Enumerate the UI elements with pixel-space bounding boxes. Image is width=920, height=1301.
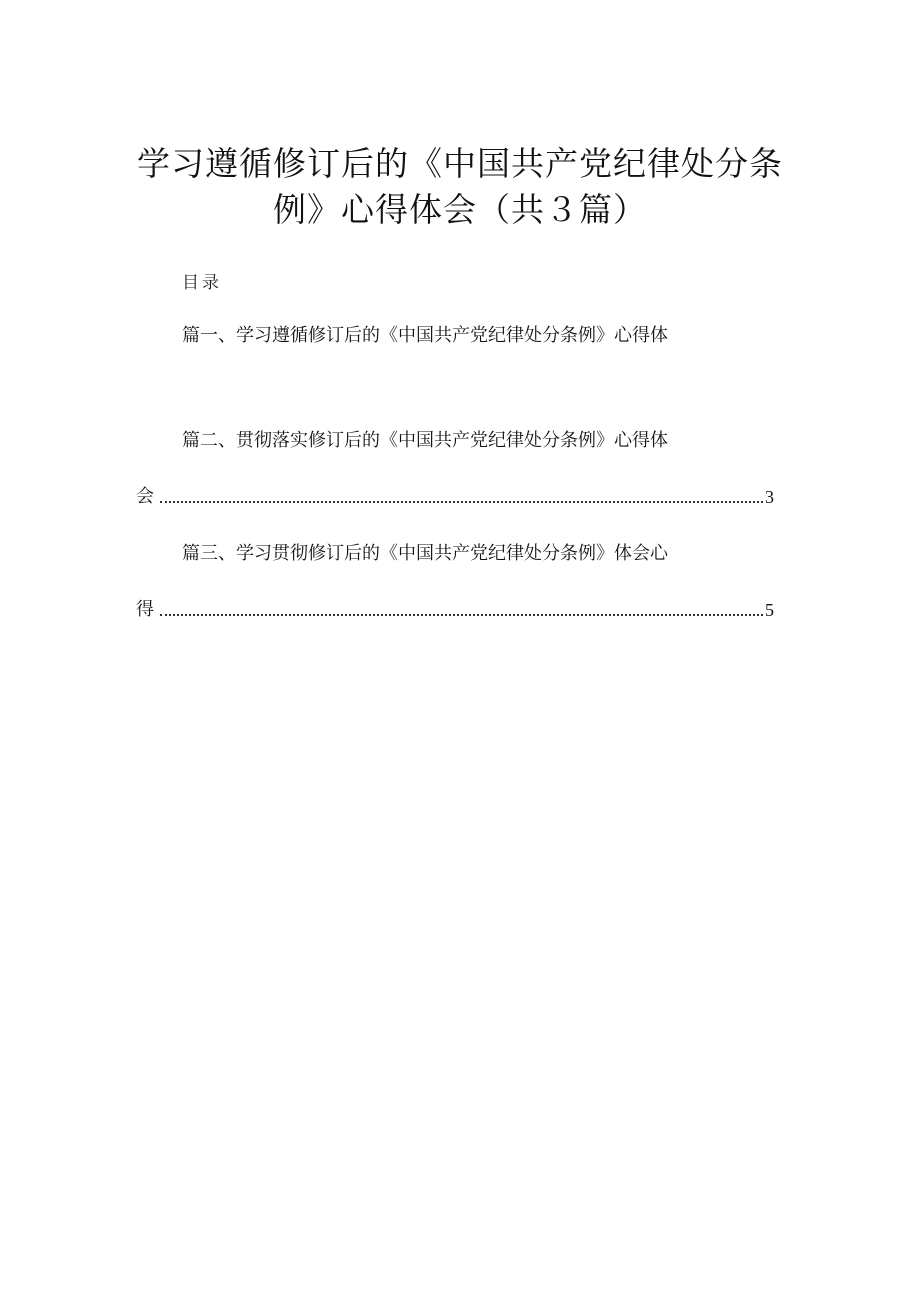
toc-heading: 目录 bbox=[182, 273, 222, 293]
toc-entry-1[interactable]: 篇一、学习遵循修订后的《中国共产党纪律处分条例》心得体 bbox=[182, 325, 668, 346]
toc-leader-dots bbox=[160, 613, 763, 616]
toc-entry-3[interactable]: 篇三、学习贯彻修订后的《中国共产党纪律处分条例》体会心 bbox=[182, 543, 668, 564]
toc-entry-3-continuation[interactable] bbox=[136, 596, 774, 624]
toc-leader-dots bbox=[160, 500, 763, 503]
toc-entry-3-page-number: 5 bbox=[765, 600, 774, 620]
document-title-line-2: 例》心得体会（共３篇） bbox=[273, 190, 647, 229]
toc-entry-2[interactable]: 篇二、贯彻落实修订后的《中国共产党纪律处分条例》心得体 bbox=[182, 430, 668, 451]
toc-entry-2-continuation[interactable] bbox=[136, 483, 774, 511]
toc-entry-2-page-number: 3 bbox=[765, 487, 774, 507]
toc-entry-3-tail: 得 bbox=[136, 599, 154, 620]
toc-entry-2-tail: 会 bbox=[136, 486, 154, 507]
document-title-line-1: 学习遵循修订后的《中国共产党纪律处分条 bbox=[137, 144, 783, 183]
